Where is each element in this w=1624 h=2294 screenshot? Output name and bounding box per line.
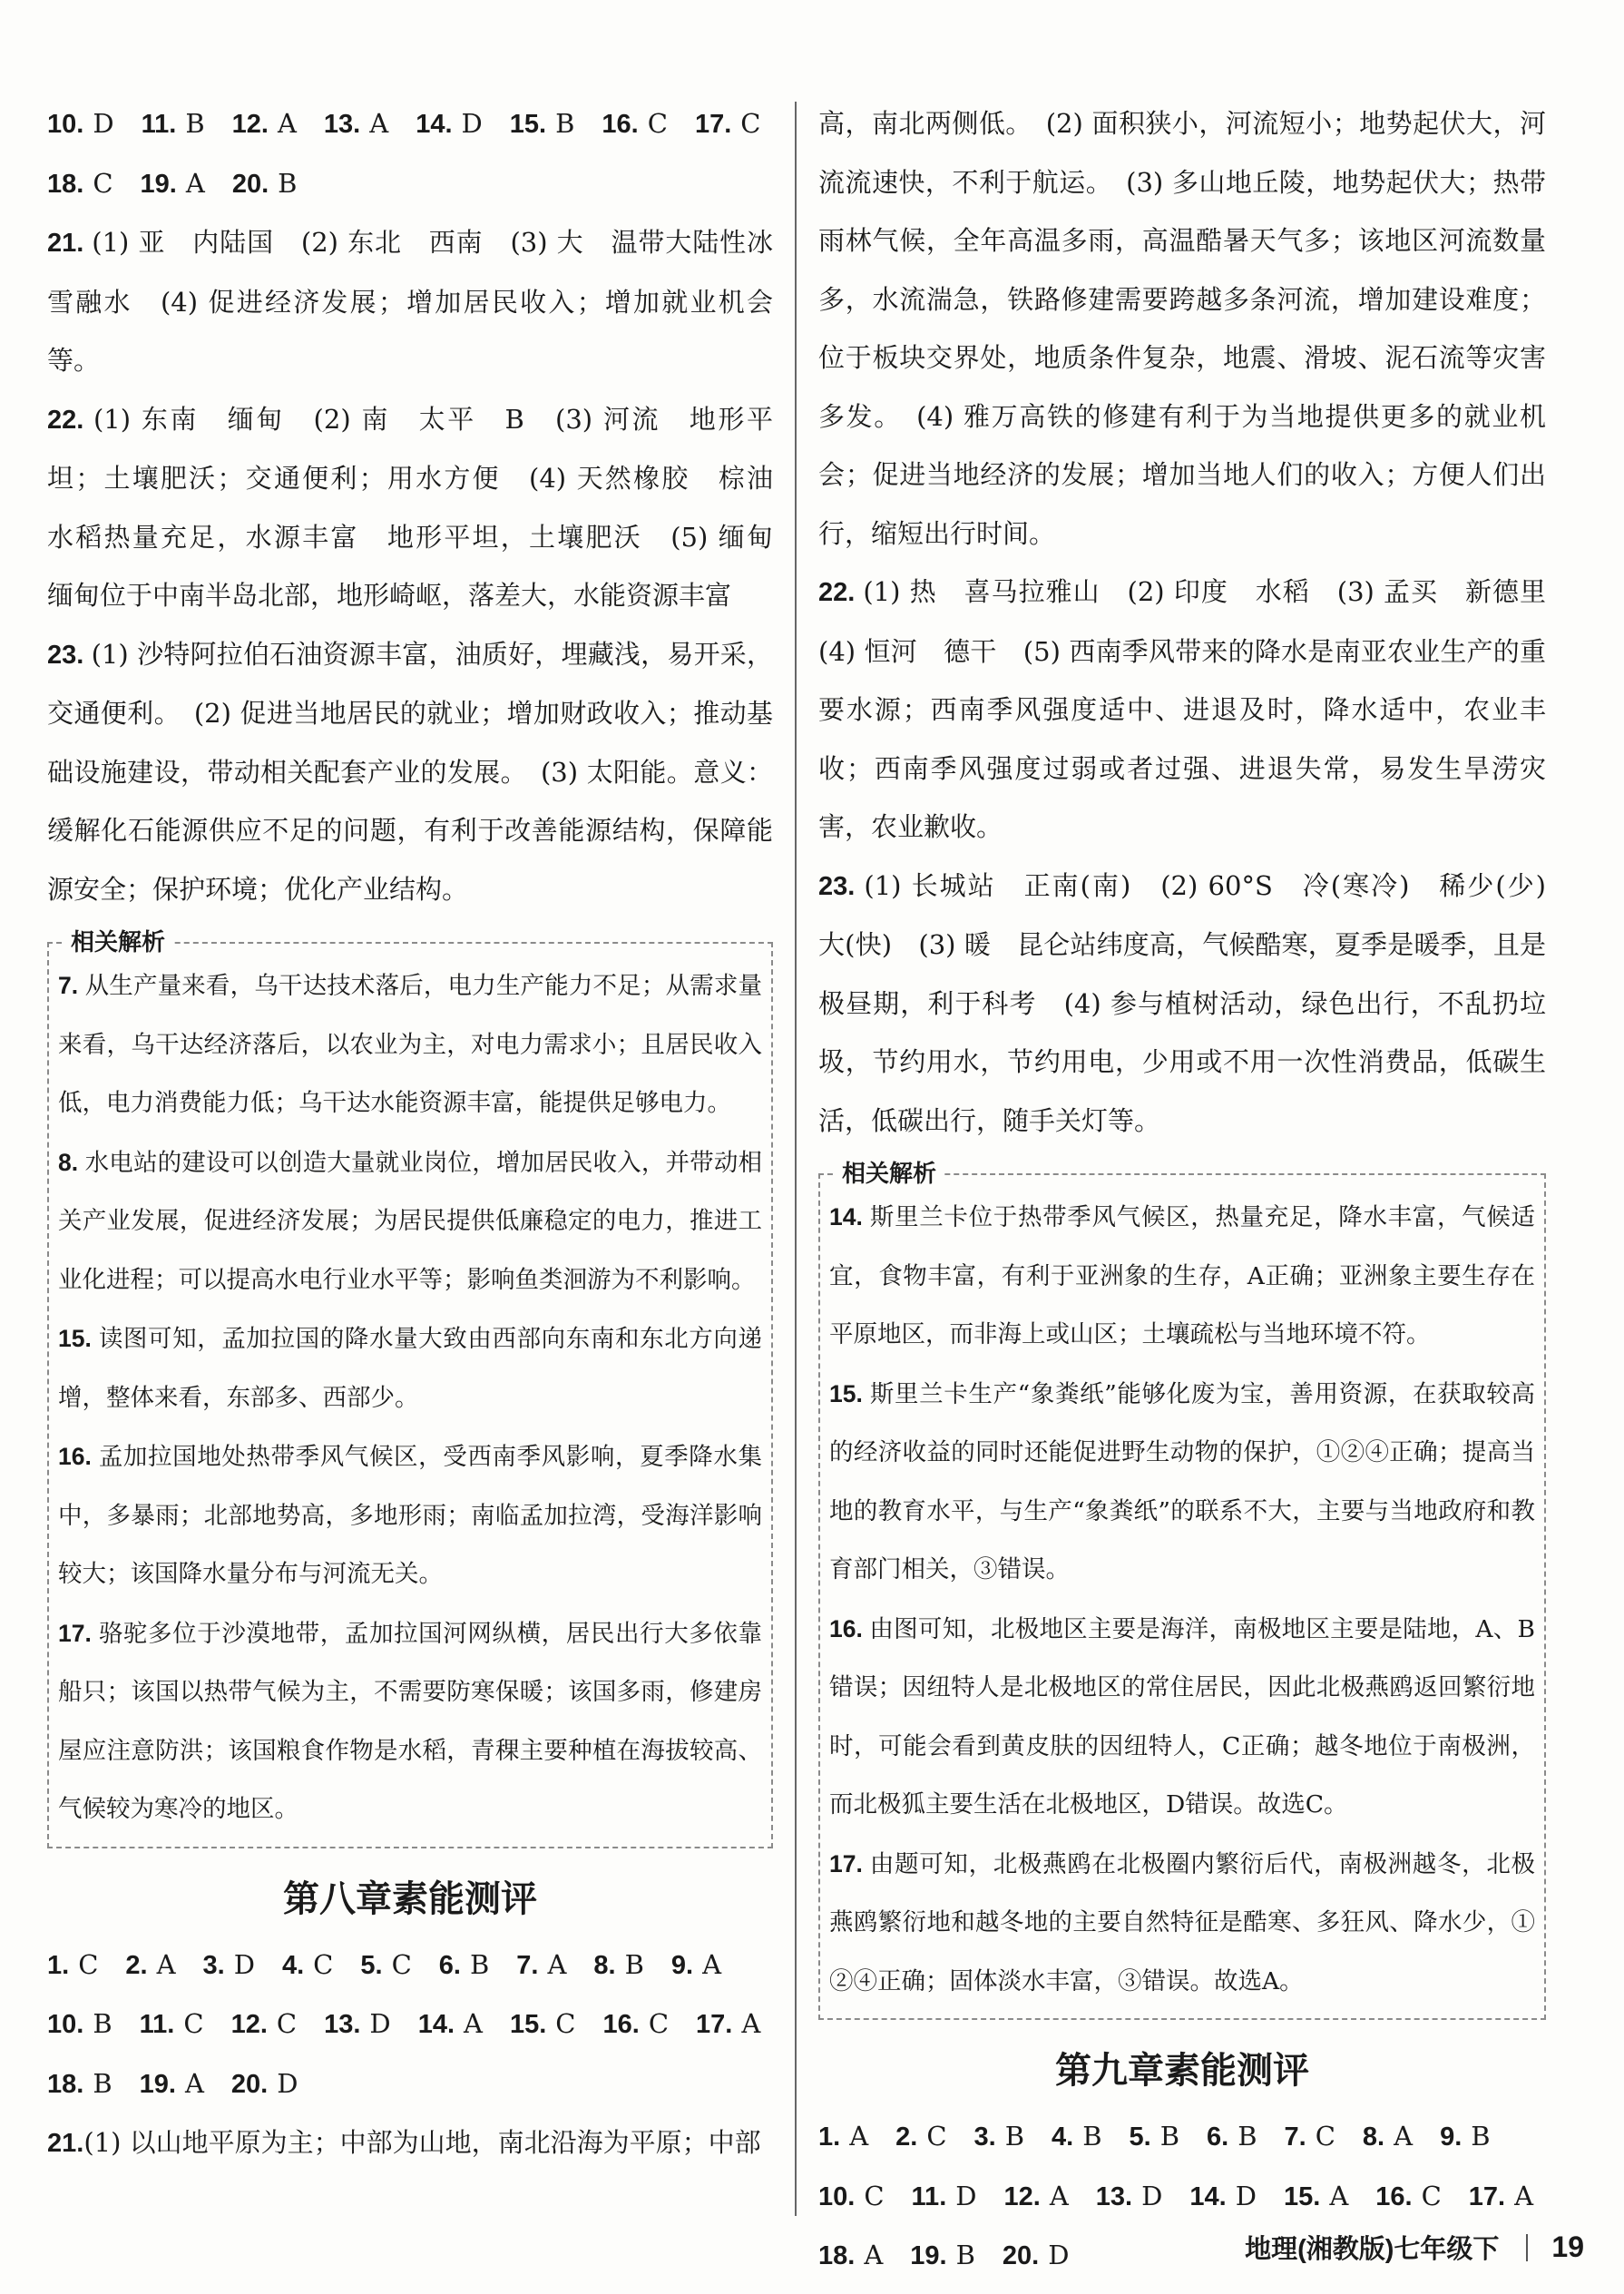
answer-letter: B (1238, 2121, 1257, 2152)
answer-letter: A (277, 108, 297, 139)
answer-key-item (895, 2107, 946, 2167)
answer-letter: C (740, 108, 761, 139)
question-number: 16. (58, 1443, 99, 1470)
answer-key-item (324, 1995, 391, 2054)
answer-text: 从生产量来看，乌干达技术落后，电力生产能力不足；从需求量来看，乌干达经济落后，以农业为主，对电力需求小；且居民收入低，电力消费能力低；乌干达水能资源丰富，能提供足够电力。 (58, 972, 762, 1117)
answer-letter: B (1159, 2121, 1180, 2152)
answer-letter: C (276, 2008, 298, 2039)
answer-key-item (416, 94, 483, 154)
answer-letter: A (1514, 2180, 1534, 2211)
question-number: 15. (829, 1379, 870, 1407)
answer-text: (1) 以山地平原为主；中部为山地，南北沿海为平原；中部 (83, 2127, 761, 2158)
answer-key-item (1189, 2167, 1257, 2227)
answer-key-chapter8 (47, 1936, 773, 2114)
answer-letter: D (369, 2008, 391, 2039)
answer-text: (1) 沙特阿拉伯石油资源丰富，油质好，埋藏浅，易开采，交通便利。 (2) 促进当地居民的就业；增加财政收入；推动基础设施建设，带动相关配套产业的发展。 (3) 太阳能。意义：缓解化石能源供应不足的问题，有利于改善能源结构，保障能源安全；保护环境；优化产业结构。 (47, 638, 773, 905)
page-footer (1245, 2229, 1584, 2266)
answer-key-item (141, 154, 205, 214)
answer-text: 读图可知，孟加拉国的降水量大致由西部向东南和东北方向递增，整体来看，东部多、西部少。 (58, 1325, 763, 1412)
answer-continuation: 高，南北两侧低。 (2) 面积狭小，河流短小；地势起伏大，河流流速快，不利于航运。 (3) 多山地丘陵，地势起伏大；热带雨林气候，全年高温多雨，高温酷暑天气多；该地区河流数量多，水流湍急，铁路修建需要跨越多条河流，增加建设难度；位于板块交界处，地质条件复杂，地震、滑坡、泥石流等灾害多发。 (4) 雅万高铁的修建有利于为当地提供更多的就业机会；促进当地经济的发展；增加当地人们的收入；方便人们出行，缩短出行时间。 (818, 108, 1546, 549)
answer-letter: D (1141, 2180, 1163, 2211)
question-number: 13. (324, 2010, 361, 2039)
analysis-box (47, 928, 773, 1848)
answer-letter: A (464, 2008, 483, 2039)
answer-letter: C (926, 2121, 947, 2152)
question-number: 8. (58, 1148, 85, 1176)
answer-letter: C (648, 2008, 670, 2039)
answer-key-item (1375, 2167, 1442, 2227)
footer-subject: 地理(湘教版)七年级下 (1245, 2235, 1500, 2264)
question-number: 18. (818, 2241, 856, 2270)
answer-key-row (47, 1936, 773, 1995)
answer-key-item (47, 1936, 98, 1995)
answers-section (47, 213, 800, 918)
analysis-title: 相关解析 (835, 1159, 944, 1188)
answer-key-item (696, 1995, 760, 2054)
question-number: 20. (1002, 2241, 1040, 2270)
column-divider (795, 102, 797, 2216)
question-number: 17. (58, 1619, 99, 1647)
question-number: 16. (1375, 2181, 1413, 2211)
answer-key-item (1285, 2107, 1335, 2167)
question-number: 5. (1129, 2122, 1151, 2152)
answer-text: (1) 东南 缅甸 (2) 南 太平 B (3) 河流 地形平坦；土壤肥沃；交通便利；用水方便 (4) 天然橡胶 棕油 水稻热量充足，水源丰富 地形平坦，土壤肥沃 (5) 缅甸 缅甸位于中南半岛北部，地形崎岖，落差大，水能资源丰富 (47, 403, 800, 611)
question-number: 14. (416, 110, 453, 139)
question-number: 17. (829, 1849, 870, 1877)
answer-key-item (439, 1936, 490, 1995)
answer-key-item (1440, 2107, 1491, 2167)
answer-text: 由图可知，北极地区主要是海洋，南极地区主要是陆地，A、B错误；因纽特人是北极地区的常住居民，因此北极燕鸥返回繁衍地时，可能会看到黄皮肤的因纽特人，C正确；越冬地位于南极洲，而北极狐主要生活在北极地区，D错误。故选C。 (829, 1614, 1535, 1819)
answer-key-item (695, 94, 761, 154)
answer-key-item (818, 2167, 885, 2227)
answer-text: 骆驼多位于沙漠地带，孟加拉国河网纵横，居民出行大多依靠船只；该国以热带气候为主，不需要防寒保暖；该国多雨，修建房屋应注意防洪；该国粮食作物是水稻，青稞主要种植在海拔较高、气候较为寒冷的地区。 (58, 1619, 763, 1823)
question-number: 10. (818, 2181, 856, 2211)
answer-key-item (140, 1995, 204, 2054)
answer-letter: D (93, 108, 114, 139)
answer-key-item (282, 1936, 333, 1995)
answer-key-item (593, 1936, 644, 1995)
answer-key-item (360, 1936, 411, 1995)
right-column (818, 94, 1573, 2286)
question-number: 6. (1207, 2122, 1229, 2152)
question-number: 13. (1095, 2181, 1133, 2211)
analysis-item (58, 1309, 762, 1427)
question-number: 21. (47, 229, 93, 258)
question-number: 21. (47, 2129, 84, 2158)
answer-letter: C (1421, 2180, 1442, 2211)
answer-item (47, 390, 800, 625)
question-number: 12. (231, 110, 269, 139)
answer-key-item (1130, 2107, 1180, 2167)
question-number: 2. (125, 1950, 148, 1980)
answer-text: 由题可知，北极燕鸥在北极圈内繁衍后代，南极洲越冬，北极燕鸥繁衍地和越冬地的主要自然特征是酷寒、多狂风、降水少，①②④正确；固体淡水丰富，③错误。故选A。 (829, 1849, 1536, 1995)
answer-letter: A (369, 108, 389, 139)
answer-key-item (974, 2107, 1025, 2167)
question-number: 7. (1284, 2122, 1306, 2152)
answer-letter: A (1394, 2121, 1414, 2152)
answer-letter: C (391, 1948, 412, 1980)
question-number: 22. (818, 578, 864, 607)
answer-letter: A (741, 2008, 761, 2039)
answer-key-row (47, 94, 773, 154)
question-number: 16. (602, 2010, 640, 2039)
answer-key-item (232, 154, 298, 214)
answer-letter: B (1004, 2121, 1025, 2152)
answer-key-item (1004, 2167, 1069, 2227)
answer-item (818, 857, 1573, 1151)
question-number: 3. (973, 2122, 996, 2152)
question-number: 17. (1468, 2181, 1506, 2211)
answer-letter: D (955, 2180, 977, 2211)
answer-key-item (510, 94, 575, 154)
question-number: 9. (1440, 2122, 1463, 2152)
question-number: 18. (47, 2069, 84, 2099)
answer-letter: A (1049, 2180, 1069, 2211)
answer-key-item (818, 2226, 883, 2286)
answer-key-top (47, 94, 773, 213)
chapter-title: 第八章素能测评 (283, 1877, 537, 1920)
answer-letter: B (555, 108, 575, 139)
chapter-title: 第九章素能测评 (1055, 2049, 1309, 2092)
question-number: 7. (58, 972, 85, 999)
answer-key-item (1207, 2107, 1257, 2167)
question-number: 14. (417, 2010, 455, 2039)
analysis-list (829, 1188, 1535, 2011)
answer-text: 斯里兰卡位于热带季风气候区，热量充足，降水丰富，气候适宜，食物丰富，有利于亚洲象的生存，A正确；亚洲象主要生存在平原地区，而非海上或山区；土壤疏松与当地环境不符。 (829, 1203, 1536, 1348)
question-number: 11. (141, 110, 177, 139)
question-number: 15. (509, 110, 547, 139)
answer-key-item (1363, 2107, 1413, 2167)
answer-letter: C (1315, 2121, 1335, 2152)
question-number: 5. (360, 1950, 383, 1980)
question-number: 12. (1003, 2181, 1041, 2211)
answer-key-item (671, 1936, 721, 1995)
answer-letter: C (864, 2180, 885, 2211)
answer-key-row (818, 2167, 1546, 2227)
answer-text: 斯里兰卡生产“象粪纸”能够化废为宝，善用资源，在获取较高的经济收益的同时还能促进野生动物的保护，①②④正确；提高当地的教育水平，与生产“象粪纸”的联系不大，主要与当地政府和教育部门相关，③错误。 (829, 1379, 1535, 1583)
answer-letter: A (156, 1948, 176, 1980)
question-number: 10. (47, 2010, 84, 2039)
answer-key-item (516, 1936, 566, 1995)
answer-key-item (418, 1995, 483, 2054)
analysis-list (58, 956, 762, 1839)
answers-section (818, 563, 1573, 1150)
question-number: 12. (230, 2010, 268, 2039)
question-number: 19. (140, 169, 177, 199)
answer-key-item (818, 2107, 868, 2167)
question-number: 23. (47, 640, 92, 670)
question-number: 4. (1052, 2122, 1074, 2152)
answer-letter: B (93, 2067, 113, 2099)
question-number: 16. (829, 1614, 870, 1642)
answer-text: (1) 热 喜马拉雅山 (2) 印度 水稻 (3) 孟买 新德里(4) 恒河 德干 (5) 西南季风带来的降水是南亚农业生产的重要水源；西南季风强度适中、进退及时，降水适中，农业丰收；西南季风强度过弱或者过强、进退失常，易发生旱涝灾害，农业歉收。 (818, 576, 1546, 842)
answer-key-item (47, 154, 113, 214)
answer-key-item (603, 1995, 670, 2054)
question-number: 19. (910, 2241, 947, 2270)
answer-key-item (47, 94, 114, 154)
answer-key-row (47, 2054, 773, 2114)
answer-letter: D (277, 2067, 298, 2099)
answer-key-item (142, 94, 205, 154)
answer-letter: A (702, 1948, 722, 1980)
answer-letter: A (185, 167, 205, 199)
answer-21 (47, 2113, 773, 2173)
question-number: 22. (47, 405, 93, 435)
question-number: 3. (202, 1950, 225, 1980)
answer-letter: C (313, 1948, 334, 1980)
answer-key-item (1096, 2167, 1163, 2227)
question-number: 2. (895, 2122, 918, 2152)
answer-letter: B (278, 167, 298, 199)
question-number: 4. (281, 1950, 305, 1980)
answer-item (47, 625, 773, 919)
answer-key-item (910, 2226, 975, 2286)
answer-letter: B (93, 2008, 113, 2039)
answer-key-item (1003, 2226, 1070, 2286)
answer-key-item (1052, 2107, 1102, 2167)
answer-letter: D (233, 1948, 255, 1980)
question-number: 17. (694, 110, 732, 139)
question-number: 11. (139, 2010, 175, 2039)
page-number: 19 (1551, 2230, 1584, 2263)
answer-key-row (47, 154, 773, 214)
question-number: 15. (509, 2010, 547, 2039)
question-number: 14. (1189, 2181, 1227, 2211)
question-number: 14. (829, 1203, 870, 1230)
answer-letter: B (185, 108, 205, 139)
analysis-item (829, 1188, 1535, 1365)
answer-letter: B (1082, 2121, 1102, 2152)
analysis-item (829, 1365, 1535, 1600)
answer-item (47, 213, 773, 390)
left-column (47, 94, 800, 2173)
analysis-item (58, 1133, 762, 1310)
answer-key-item (912, 2167, 977, 2227)
analysis-item (829, 1600, 1535, 1835)
question-number: 7. (516, 1950, 539, 1980)
footer-separator (1526, 2234, 1528, 2261)
analysis-title: 相关解析 (64, 927, 172, 956)
answer-letter: A (849, 2121, 869, 2152)
analysis-box (818, 1160, 1546, 2020)
question-number: 11. (911, 2181, 947, 2211)
question-number: 16. (602, 110, 639, 139)
answer-text: (1) 长城站 正南(南) (2) 60°S 冷(寒冷) 稀少(少) 大(快) (3) 暖 昆仑站纬度高，气候酷寒，夏季是暖季，且是极昼期，利于科考 (4) 参与植树活动，绿色出行，不乱扔垃圾，节约用水，节约用电，少用或不用一次性消费品，低碳生活，低碳出行，随手关灯等。 (818, 869, 1573, 1136)
question-number: 17. (696, 2010, 733, 2039)
answer-letter: D (461, 108, 483, 139)
question-number: 20. (231, 169, 269, 199)
answer-letter: B (624, 1948, 644, 1980)
question-number: 9. (670, 1950, 694, 1980)
answer-letter: D (1048, 2240, 1070, 2270)
answer-letter: B (955, 2240, 975, 2270)
analysis-item (829, 1835, 1535, 2012)
analysis-item (58, 956, 762, 1133)
answer-key-item (1469, 2167, 1533, 2227)
answer-letter: B (1471, 2121, 1491, 2152)
question-number: 10. (47, 110, 84, 139)
answer-key-row (47, 1995, 773, 2054)
answer-key-item (47, 2054, 113, 2114)
answer-letter: B (469, 1948, 490, 1980)
answer-letter: C (647, 108, 668, 139)
answer-letter: A (1329, 2180, 1349, 2211)
answer-item (818, 563, 1546, 857)
answer-text: 水电站的建设可以创造大量就业岗位，增加居民收入，并带动相关产业发展，促进经济发展；为居民提供低廉稳定的电力，推进工业化进程；可以提高水电行业水平等；影响鱼类洄游为不利影响。 (58, 1148, 762, 1294)
question-number: 1. (818, 2122, 841, 2152)
question-number: 15. (58, 1325, 99, 1352)
analysis-item (58, 1427, 762, 1604)
question-number: 23. (818, 871, 865, 901)
answer-text: (1) 亚 内陆国 (2) 东北 西南 (3) 大 温带大陆性冰雪融水 (4) 促进经济发展；增加居民收入；增加就业机会等。 (47, 227, 773, 376)
question-number: 8. (1362, 2122, 1385, 2152)
answer-letter: A (547, 1948, 567, 1980)
answer-key-item (324, 94, 388, 154)
question-number: 15. (1283, 2181, 1321, 2211)
answer-key-item (510, 1995, 576, 2054)
analysis-item (58, 1604, 762, 1839)
answer-key-item (232, 94, 297, 154)
answer-key-item (140, 2054, 204, 2114)
answer-key-item (47, 1995, 113, 2054)
question-number: 19. (139, 2069, 176, 2099)
answer-key-item (1284, 2167, 1348, 2227)
question-number: 18. (47, 169, 84, 199)
answer-letter: C (78, 1948, 99, 1980)
question-number: 8. (593, 1950, 616, 1980)
answer-key-item (231, 1995, 298, 2054)
answer-letter: A (864, 2240, 884, 2270)
answer-key-item (602, 94, 668, 154)
answer-letter: C (93, 167, 113, 199)
answer-text: 孟加拉国地处热带季风气候区，受西南季风影响，夏季降水集中，多暴雨；北部地势高，多地形雨；南临孟加拉湾，受海洋影响较大；该国降水量分布与河流无关。 (58, 1443, 763, 1588)
answer-letter: C (183, 2008, 204, 2039)
answer-letter: A (184, 2067, 204, 2099)
answer-letter: D (1235, 2180, 1257, 2211)
answer-letter: C (555, 2008, 576, 2039)
question-number: 1. (47, 1950, 70, 1980)
question-number: 20. (230, 2069, 269, 2099)
answer-key-row (818, 2107, 1546, 2167)
question-number: 6. (438, 1950, 461, 1980)
answer-key-item (125, 1936, 175, 1995)
question-number: 13. (323, 110, 361, 139)
answer-key-item (203, 1936, 255, 1995)
answer-key-item (231, 2054, 298, 2114)
